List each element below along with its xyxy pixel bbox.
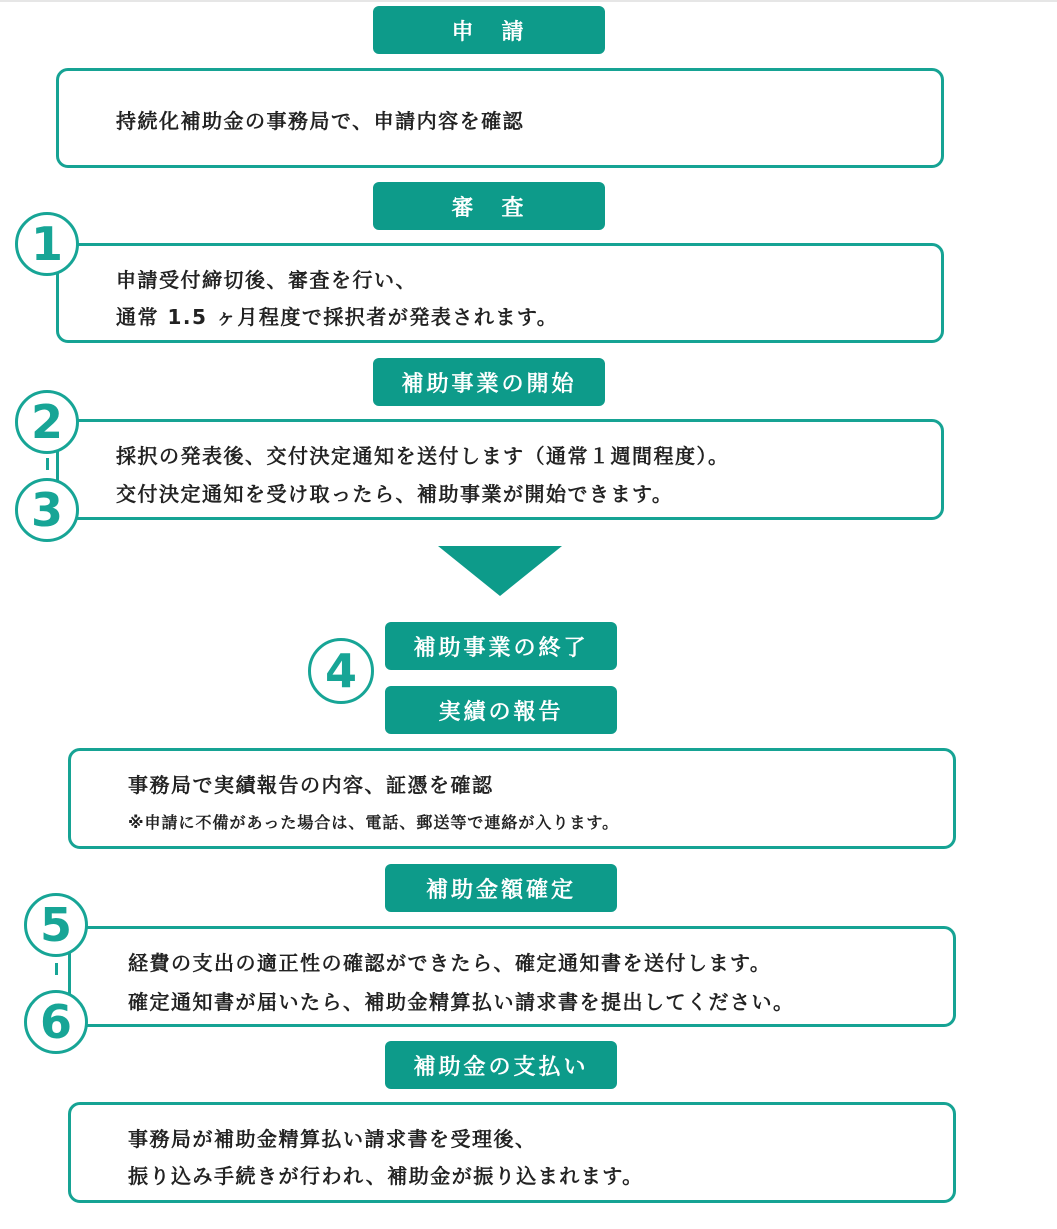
step-label-hokoku: 実績の報告 (385, 686, 617, 734)
step-text-shiharai-2: 振り込み手続きが行われ、補助金が振り込まれます。 (128, 1164, 644, 1188)
step-number-5: 5 (24, 893, 88, 957)
step-number-3: 3 (15, 478, 79, 542)
step-box-kaishi (56, 419, 944, 520)
step-label-shuryo: 補助事業の終了 (385, 622, 617, 670)
step-label-shinsei: 申 請 (373, 6, 605, 54)
step-label-shinsa: 審 査 (373, 182, 605, 230)
step-number-1: 1 (15, 212, 79, 276)
step-text-kakutei-2: 確定通知書が届いたら、補助金精算払い請求書を提出してください。 (128, 990, 795, 1014)
step-text-shiharai-1: 事務局が補助金精算払い請求書を受理後、 (128, 1127, 537, 1151)
step-number-6: 6 (24, 990, 88, 1054)
step-box-shiharai (68, 1102, 956, 1203)
step-box-hokoku (68, 748, 956, 849)
step-text-hokoku-2: ※申請に不備があった場合は、電話、郵送等で連絡が入ります。 (128, 813, 620, 832)
down-arrow-icon (438, 546, 562, 596)
step-text-shinsa-2: 通常 1.5 ヶ月程度で採択者が発表されます。 (116, 305, 559, 329)
step-text-shinsei-1: 持続化補助金の事務局で、申請内容を確認 (116, 109, 525, 133)
step-label-kakutei: 補助金額確定 (385, 864, 617, 912)
step-text-kaishi-2: 交付決定通知を受け取ったら、補助事業が開始できます。 (116, 482, 674, 506)
connector-2-3 (46, 458, 49, 470)
step-box-shinsei (56, 68, 944, 168)
step-text-kaishi-1: 採択の発表後、交付決定通知を送付します（通常１週間程度）。 (116, 444, 730, 468)
step-label-kaishi: 補助事業の開始 (373, 358, 605, 406)
top-divider (0, 0, 1057, 2)
step-number-2: 2 (15, 390, 79, 454)
connector-5-6 (55, 963, 58, 975)
step-text-hokoku-1: 事務局で実績報告の内容、証憑を確認 (128, 773, 494, 797)
step-label-shiharai: 補助金の支払い (385, 1041, 617, 1089)
step-number-4: 4 (308, 638, 374, 704)
step-box-shinsa (56, 243, 944, 343)
step-box-kakutei (68, 926, 956, 1027)
step-text-shinsa-1: 申請受付締切後、審査を行い、 (116, 268, 417, 292)
step-text-kakutei-1: 経費の支出の適正性の確認ができたら、確定通知書を送付します。 (128, 951, 772, 975)
